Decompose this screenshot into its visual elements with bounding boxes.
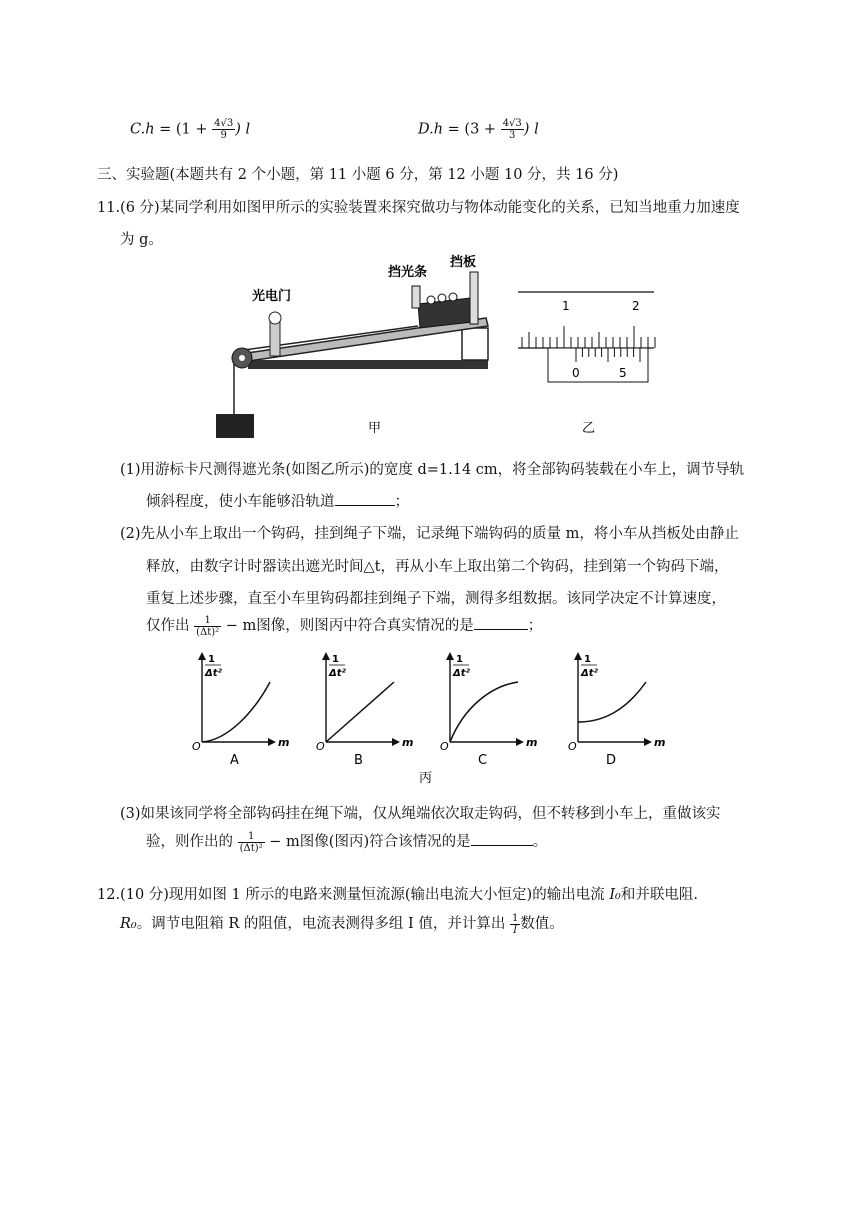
graph-a [192, 652, 289, 768]
main-scale-1: 1 [562, 299, 570, 313]
q11-part1-line2 [146, 490, 409, 511]
graph-letter: C [478, 753, 488, 768]
option-c-lhs: = (1 + [154, 121, 213, 138]
baffle [470, 272, 478, 324]
q12-text-d: 数值。 [520, 916, 564, 932]
light-strip [412, 286, 420, 308]
graph-ylabel-num: 1 [584, 654, 591, 665]
option-c [130, 118, 250, 141]
q11-part2-tail: − m图像，则图丙中符合真实情况的是 [221, 618, 474, 634]
q11-part3-lead: 验，则作出的 [146, 834, 233, 850]
q11-part1-text: 倾斜程度，使小车能够沿轨道 [146, 494, 335, 510]
option-c-label: C. [130, 121, 146, 138]
graph-letter: D [606, 753, 617, 768]
graph-xlabel: m [654, 736, 666, 749]
option-d-lhs: = (3 + [443, 121, 501, 138]
section-title: 三、实验题(本题共有 2 个小题，第 11 小题 6 分，第 12 小题 10 分，共 16 分) [97, 167, 619, 183]
option-d [418, 118, 539, 141]
answer-blank-2[interactable] [474, 617, 528, 630]
vernier-caliper [518, 292, 655, 382]
option-d-den: 3 [509, 130, 516, 141]
q11-part2-fraction [194, 615, 221, 638]
graph-ylabel-num: 1 [456, 654, 463, 665]
graph-ylabel-den: Δt² [453, 668, 470, 679]
graph-curve [578, 682, 646, 722]
baffle-label: 挡板 [450, 255, 477, 270]
answer-blank-3[interactable] [471, 833, 533, 846]
option-d-var: h [433, 121, 444, 138]
option-c-num: 4√3 [214, 118, 234, 129]
graph-origin: O [568, 740, 577, 753]
graph-origin: O [440, 740, 449, 753]
q12-text-c: 。调节电阻箱 R 的阻值，电流表测得多组 I 值，并计算出 [136, 916, 510, 932]
q12-var-r0: R₀ [120, 916, 137, 932]
graph-letter: A [230, 753, 239, 768]
q11-part3-frac-num: 1 [238, 831, 265, 843]
q12-fraction [510, 913, 520, 936]
q12-var-i0: I₀ [609, 887, 621, 903]
q11-part2-lead: 仅作出 [146, 618, 190, 634]
q12-frac-den: I [513, 924, 518, 936]
q11-part3-line1: (3)如果该同学将全部钩码挂在绳下端，仅从绳端依次取走钩码，但不转移到小车上，重做该实 [120, 806, 721, 822]
hook-weight [427, 296, 435, 304]
base-rail [248, 360, 488, 369]
q11-part2-frac-num: 1 [194, 615, 221, 627]
q11-part2-line2: 释放，由数字计时器读出遮光时间△t，再从小车上取出第二个钩码，挂到第一个钩码下端， [146, 559, 729, 575]
q11-part2-line4 [146, 614, 542, 638]
q11-stem-line2: 为 g。 [120, 232, 163, 248]
graph-curve [202, 682, 270, 742]
q12-line2 [120, 912, 564, 936]
q11-part2-end: ； [527, 618, 543, 634]
graph-letter: B [354, 753, 363, 768]
q11-part2-line3: 重复上述步骤，直至小车里钩码都挂到绳子下端，测得多组数据。该同学决定不计算速度， [146, 591, 726, 607]
graph-ylabel-num: 1 [332, 654, 339, 665]
graph-curve [450, 682, 518, 742]
q12-text-b: 和并联电阻. [620, 887, 698, 903]
graph-xlabel: m [526, 736, 538, 749]
option-d-rhs: ) l [523, 121, 539, 138]
option-c-rhs: ) l [235, 121, 251, 138]
figure-yi-label: 乙 [582, 421, 596, 436]
graph-xlabel: m [402, 736, 414, 749]
figure-bing-label: 丙 [419, 771, 433, 786]
graph-origin: O [316, 740, 325, 753]
vernier-scale-0: 0 [572, 366, 580, 380]
photogate-label: 光电门 [252, 289, 292, 304]
photogate [270, 322, 280, 356]
q12-text-a: 12.(10 分)现用如图 1 所示的电路来测量恒流源(输出电流大小恒定)的输出电流 [97, 887, 610, 903]
graph-b [316, 652, 413, 768]
vernier-scale-5: 5 [619, 366, 627, 380]
option-c-den: 9 [220, 130, 227, 141]
graph-xlabel: m [278, 736, 290, 749]
option-c-var: h [145, 121, 155, 138]
q11-part3-fraction [238, 831, 265, 854]
q11-part1-line1: (1)用游标卡尺测得遮光条(如图乙所示)的宽度 d=1.14 cm，将全部钩码装载在小车上，调节导轨 [120, 462, 745, 478]
graph-c [440, 652, 537, 768]
graph-ylabel-num: 1 [208, 654, 215, 665]
answer-blank-1[interactable] [335, 493, 395, 506]
main-scale-2: 2 [632, 299, 640, 313]
graph-ylabel-den: Δt² [205, 668, 222, 679]
q11-part3-frac-den: (Δt)² [239, 842, 263, 854]
option-d-num: 4√3 [502, 118, 522, 129]
apparatus-figure [200, 246, 660, 442]
q11-stem-line1: 11.(6 分)某同学利用如图甲所示的实验装置来探究做功与物体动能变化的关系，已知当地重力加速度 [97, 200, 740, 216]
q11-part2-line1: (2)先从小车上取出一个钩码，挂到绳子下端，记录绳下端钩码的质量 m，将小车从挡板处由静止 [120, 526, 739, 542]
q11-part1-end: ； [394, 494, 409, 510]
option-d-fraction [501, 118, 524, 141]
figure-jia-label: 甲 [368, 421, 382, 436]
graph-d [568, 652, 665, 768]
q12-frac-num: 1 [511, 912, 519, 924]
graph-ylabel-den: Δt² [329, 668, 346, 679]
graph-ylabel-den: Δt² [581, 668, 598, 679]
q11-part3-tail: − m图像(图丙)符合该情况的是 [264, 834, 471, 850]
graph-origin: O [192, 740, 201, 753]
option-c-fraction [212, 118, 235, 141]
q12-line1 [97, 883, 698, 904]
q11-part3-end: 。 [532, 834, 548, 850]
q11-part2-frac-den: (Δt)² [196, 626, 220, 638]
light-strip-label: 挡光条 [388, 265, 428, 280]
support-block [462, 328, 488, 360]
hanging-weight [216, 414, 254, 438]
q11-part3-line2 [146, 830, 547, 854]
graph-curve [326, 682, 394, 742]
graphs-figure [188, 648, 678, 788]
option-d-label: D. [418, 121, 434, 138]
